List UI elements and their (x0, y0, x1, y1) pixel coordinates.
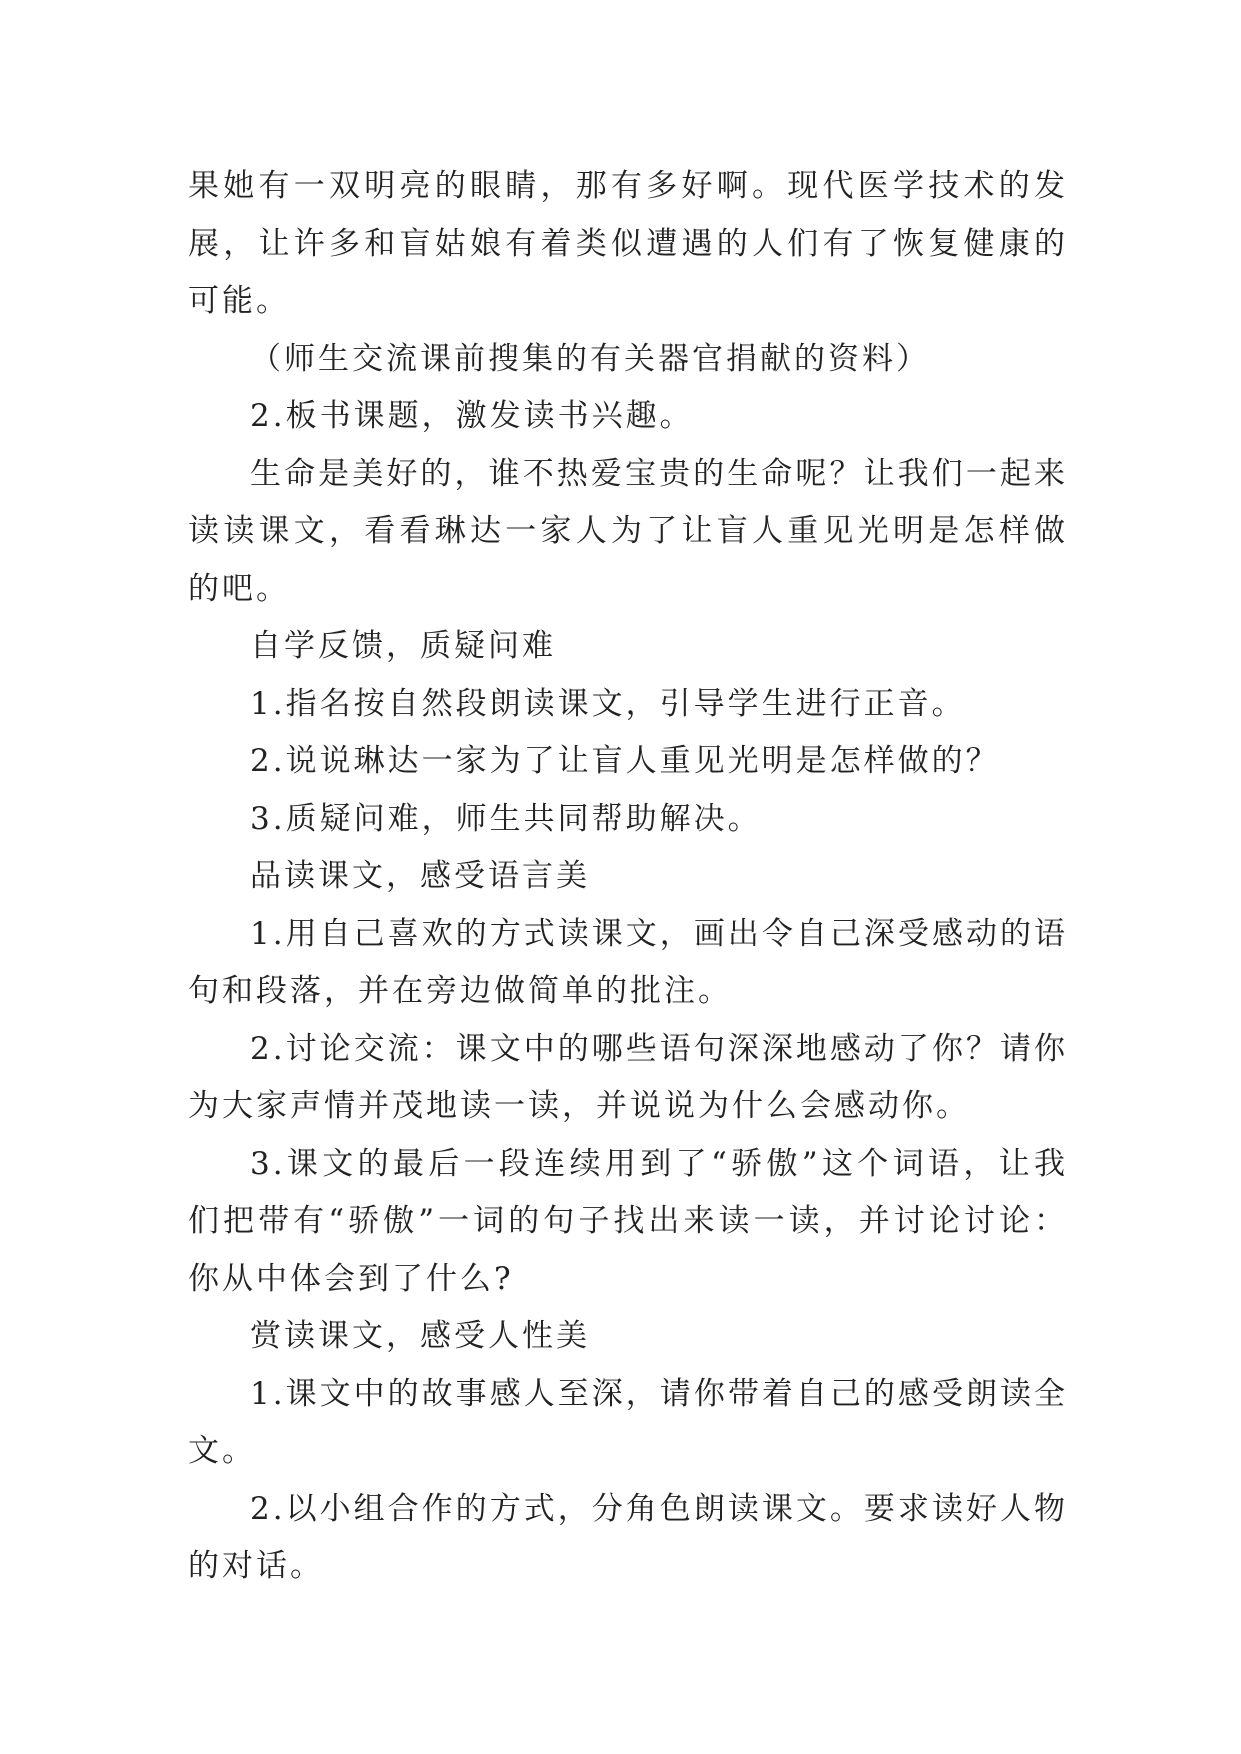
paragraph-step: 1.用自己喜欢的方式读课文，画出令自己深受感动的语句和段落，并在旁边做简单的批注。 (188, 915, 1068, 1009)
paragraph-step: 2.说说琳达一家为了让盲人重见光明是怎样做的？ (250, 743, 1000, 779)
section-heading-language: 品读课文，感受语言美 (250, 858, 590, 894)
section-heading-self-study: 自学反馈，质疑问难 (250, 628, 556, 664)
paragraph-step: 2.以小组合作的方式，分角色朗读课文。要求读好人物的对话。 (188, 1490, 1068, 1584)
paragraph-intro: 生命是美好的，谁不热爱宝贵的生命呢？让我们一起来读读课文，看看琳达一家人为了让盲人重见光明是怎样做的吧。 (188, 455, 1068, 607)
paragraph-step: 1.指名按自然段朗读课文，引导学生进行正音。 (250, 685, 966, 722)
section-heading-humanity: 赏读课文，感受人性美 (250, 1318, 590, 1354)
paragraph-step: 3.课文的最后一段连续用到了“骄傲”这个词语，让我们把带有“骄傲”一词的句子找出来读一读，并讨论讨论：你从中体会到了什么? (188, 1145, 1068, 1297)
paragraph-step: 2.板书课题，激发读书兴趣。 (250, 398, 694, 434)
paragraph-step: 2.讨论交流：课文中的哪些语句深深地感动了你？请你为大家声情并茂地读一读，并说说为什么会感动你。 (188, 1030, 1068, 1124)
paragraph-step: 3.质疑问难，师生共同帮助解决。 (250, 800, 762, 837)
document-body (188, 158, 1068, 1596)
paragraph-continuation: 果她有一双明亮的眼睛，那有多好啊。现代医学技术的发展，让许多和盲姑娘有着类似遭遇的人们有了恢复健康的可能。 (188, 168, 1068, 319)
paragraph-note: （师生交流课前搜集的有关器官捐献的资料） (250, 340, 930, 377)
paragraph-step: 1.课文中的故事感人至深，请你带着自己的感受朗读全文。 (188, 1375, 1068, 1469)
